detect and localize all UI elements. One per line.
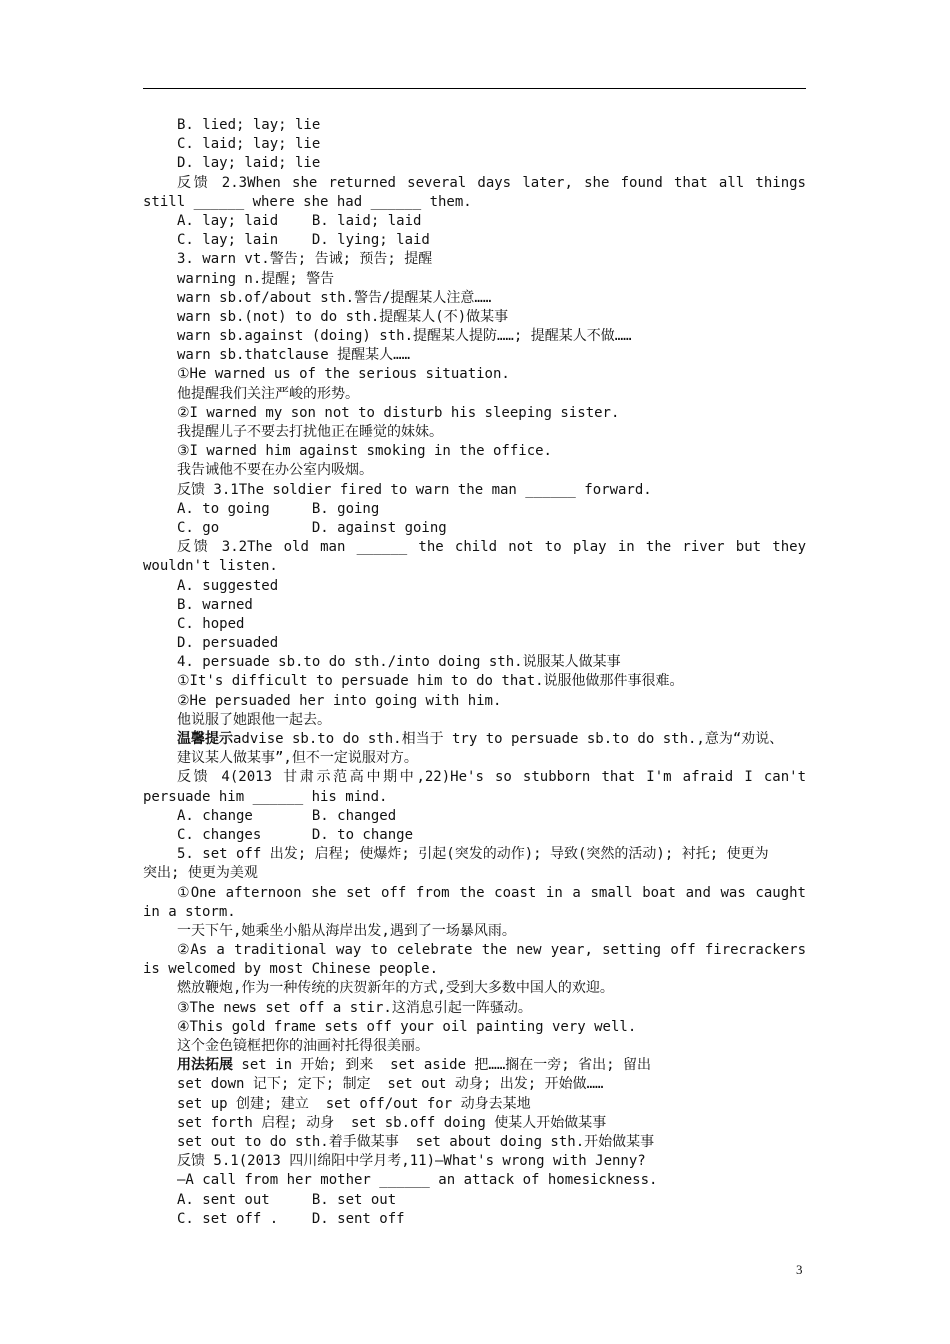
line-text: A. to going B. going — [177, 500, 380, 517]
line-text: ③I warned him against smoking in the office. — [177, 443, 552, 460]
line-text: 建议某人做某事”,但不一定说服对方。 — [177, 750, 418, 767]
line-text: set forth 启程; 动身 set sb.off doing 使某人开始做某事 — [177, 1114, 607, 1131]
text-line — [143, 922, 806, 941]
line-text: set down 记下; 定下; 制定 set out 动身; 出发; 开始做…… — [177, 1076, 604, 1093]
text-line — [143, 711, 806, 730]
text-line — [143, 557, 806, 576]
text-line — [143, 672, 806, 691]
line-text: 4. persuade sb.to do sth./into doing sth.说服某人做某事 — [177, 654, 621, 671]
text-line — [143, 250, 806, 269]
text-line — [143, 1191, 806, 1210]
line-text: 这个金色镜框把你的油画衬托得很美丽。 — [177, 1038, 429, 1054]
text-line — [143, 1056, 806, 1075]
line-text: 燃放鞭炮,作为一种传统的庆贺新年的方式,受到大多数中国人的欢迎。 — [177, 980, 614, 997]
line-text: —A call from her mother ______ an attack of homesickness. — [177, 1172, 658, 1189]
line-text: 5. set off 出发; 启程; 使爆炸; 引起(突发的动作); 导致(突然的活动); 衬托; 使更为 — [177, 846, 769, 863]
line-text: C. hoped — [177, 615, 245, 632]
line-text: 我告诫他不要在办公室内吸烟。 — [177, 462, 373, 479]
text-line — [143, 270, 806, 289]
line-text: D. persuaded — [177, 635, 279, 652]
line-text: persuade him ______ his mind. — [143, 788, 388, 805]
text-line — [143, 346, 806, 365]
line-text: ③The news set off a stir.这消息引起一阵骚动。 — [177, 999, 532, 1016]
text-line — [143, 365, 806, 384]
text-line — [143, 845, 806, 864]
text-line — [143, 788, 806, 807]
text-line — [143, 941, 806, 960]
line-text: set out to do sth.着手做某事 set about doing sth.开始做某事 — [177, 1133, 655, 1150]
text-line — [143, 768, 806, 787]
line-text: is welcomed by most Chinese people. — [143, 961, 439, 978]
text-line — [143, 1152, 806, 1171]
text-line — [143, 174, 806, 193]
line-text: C. lay; lain D. lying; laid — [177, 232, 430, 249]
line-text: 我提醒儿子不要去打扰他正在睡觉的妹妹。 — [177, 424, 443, 440]
line-text: ②As a traditional way to celebrate the new year, setting off firecrackers — [177, 942, 806, 959]
text-line — [143, 116, 806, 135]
line-text: 反馈 4(2013 甘肃示范高中期中,22)He's so stubborn that I'm afraid I can't — [177, 769, 806, 786]
line-text: ②He persuaded her into going with him. — [177, 692, 502, 709]
text-line — [143, 596, 806, 615]
text-line — [143, 634, 806, 653]
line-text: 他提醒我们关注严峻的形势。 — [177, 385, 359, 402]
text-line — [143, 615, 806, 634]
document-body — [143, 116, 806, 1229]
line-text: A. lay; laid B. laid; laid — [177, 212, 422, 229]
line-text: ①One afternoon she set off from the coast in a small boat and was caught — [177, 884, 806, 901]
text-line — [143, 960, 806, 979]
line-text: warning n.提醒; 警告 — [177, 270, 335, 287]
line-text: 反馈 3.2The old man ______ the child not to play in the river but they — [177, 539, 806, 556]
line-text: 他说服了她跟他一起去。 — [177, 711, 331, 728]
line-text: set up 创建; 建立 set off/out for 动身去某地 — [177, 1095, 531, 1112]
text-line — [143, 404, 806, 423]
line-text: C. laid; lay; lie — [177, 136, 321, 153]
text-line — [143, 653, 806, 672]
line-text: ①It's difficult to persuade him to do that.说服他做那件事很难。 — [177, 673, 684, 690]
line-text: C. set off . D. sent off — [177, 1210, 405, 1227]
line-text: ④This gold frame sets off your oil painting very well. — [177, 1018, 637, 1035]
line-text: warn sb.against (doing) sth.提醒某人提防……; 提醒某人不做…… — [177, 328, 632, 345]
line-text: in a storm. — [143, 903, 236, 920]
text-line — [143, 231, 806, 250]
line-text: 反馈 2.3When she returned several days later, she found that all things — [177, 174, 806, 191]
line-text: warn sb.thatclause 提醒某人…… — [177, 347, 411, 364]
text-line — [143, 1133, 806, 1152]
line-text: A. sent out B. set out — [177, 1191, 397, 1208]
text-line — [143, 1095, 806, 1114]
page-number: 3 — [796, 1262, 803, 1277]
line-text: 一天下午,她乘坐小船从海岸出发,遇到了一场暴风雨。 — [177, 922, 516, 939]
text-line — [143, 692, 806, 711]
text-line — [143, 442, 806, 461]
text-line — [143, 519, 806, 538]
line-text: A. suggested — [177, 577, 279, 594]
callout-label: 温馨提示 — [177, 731, 233, 747]
text-line — [143, 979, 806, 998]
text-line — [143, 749, 806, 768]
text-line — [143, 1171, 806, 1190]
line-text: warn sb.(not) to do sth.提醒某人(不)做某事 — [177, 308, 509, 325]
text-line — [143, 212, 806, 231]
header-rule — [143, 88, 806, 89]
line-text: set in 开始; 到来 set aside 把……搁在一旁; 省出; 留出 — [233, 1057, 652, 1074]
text-line — [143, 423, 806, 442]
text-line — [143, 999, 806, 1018]
line-text: still ______ where she had ______ them. — [143, 193, 472, 210]
text-line — [143, 500, 806, 519]
text-line — [143, 193, 806, 212]
text-line — [143, 1210, 806, 1229]
line-text: B. lied; lay; lie — [177, 117, 321, 133]
text-line — [143, 577, 806, 596]
text-line — [143, 903, 806, 922]
line-text: B. warned — [177, 596, 253, 613]
text-line — [143, 289, 806, 308]
line-text: advise sb.to do sth.相当于 try to persuade sb.to do sth.,意为“劝说、 — [233, 731, 784, 747]
line-text: 3. warn vt.警告; 告诫; 预告; 提醒 — [177, 251, 433, 268]
line-text: wouldn't listen. — [143, 558, 278, 575]
line-text: C. changes D. to change — [177, 826, 414, 843]
line-text: A. change B. changed — [177, 807, 397, 824]
text-line — [143, 1018, 806, 1037]
text-line — [143, 884, 806, 903]
text-line — [143, 1075, 806, 1094]
line-text: D. lay; laid; lie — [177, 155, 321, 172]
text-line — [143, 154, 806, 173]
text-line — [143, 807, 806, 826]
line-text: 突出; 使更为美观 — [143, 865, 258, 882]
text-line — [143, 327, 806, 346]
line-text: ①He warned us of the serious situation. — [177, 366, 510, 383]
text-line — [143, 308, 806, 327]
text-line — [143, 461, 806, 480]
text-line — [143, 385, 806, 404]
text-line — [143, 481, 806, 500]
text-line — [143, 1114, 806, 1133]
text-line — [143, 1037, 806, 1056]
line-text: ②I warned my son not to disturb his sleeping sister. — [177, 404, 620, 421]
line-text: 反馈 3.1The soldier fired to warn the man ______ forward. — [177, 481, 652, 498]
line-text: warn sb.of/about sth.警告/提醒某人注意…… — [177, 289, 492, 306]
line-text: C. go D. against going — [177, 519, 447, 536]
text-line — [143, 864, 806, 883]
text-line — [143, 135, 806, 154]
line-text: 反馈 5.1(2013 四川绵阳中学月考,11)—What's wrong with Jenny? — [177, 1153, 646, 1170]
text-line — [143, 538, 806, 557]
text-line — [143, 826, 806, 845]
text-line — [143, 730, 806, 749]
callout-label: 用法拓展 — [177, 1057, 233, 1074]
